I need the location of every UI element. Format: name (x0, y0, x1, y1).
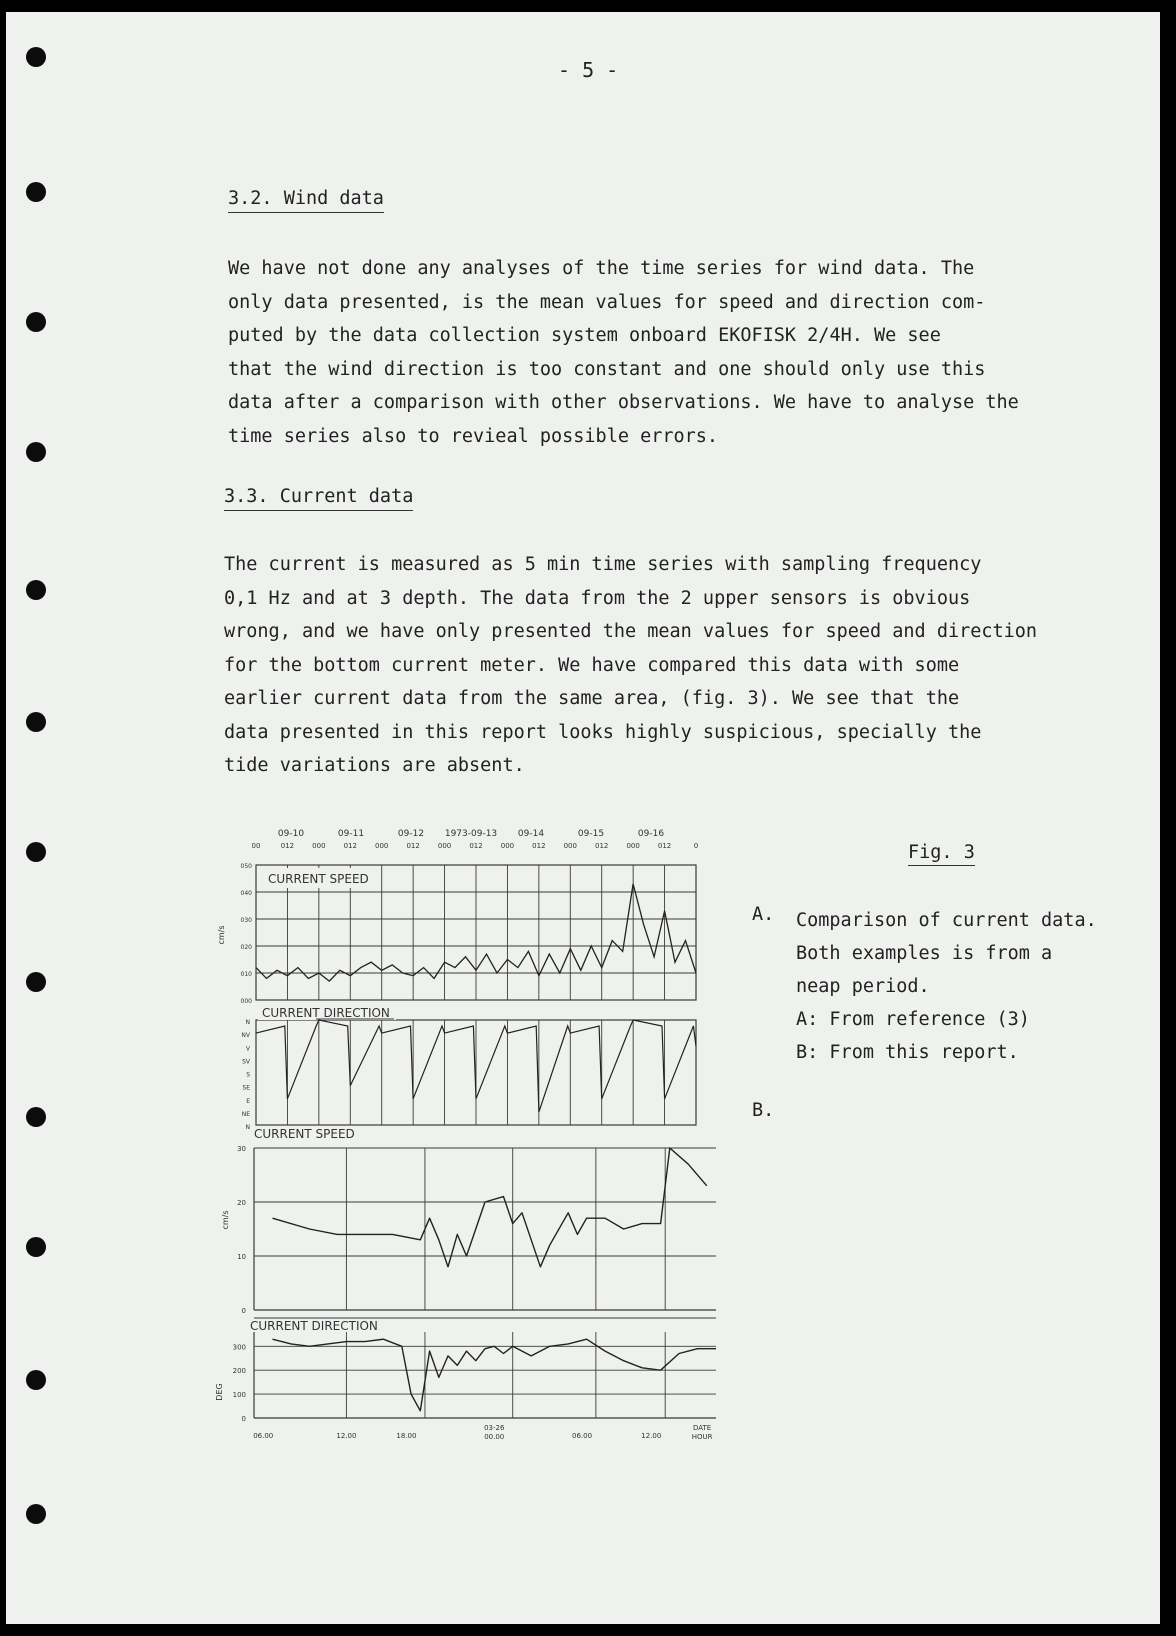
hour-tick-label: 012 (469, 842, 483, 850)
text-line: time series also to revieal possible errors. (228, 425, 719, 447)
paragraph-wind (228, 252, 1019, 453)
hour-tick-label: 000 (375, 842, 389, 850)
y-axis-label: cm/s (217, 925, 226, 945)
y-tick-label: E (246, 1097, 250, 1105)
x-tick-label: 00.00 (484, 1433, 505, 1441)
text-line: tide variations are absent. (224, 755, 525, 776)
y-tick-label: 000 (240, 998, 252, 1005)
date-tick-label: 09-15 (577, 829, 605, 839)
x-tick-label: 06.00 (571, 1432, 593, 1440)
y-tick-label: 100 (232, 1391, 246, 1400)
binder-hole (26, 442, 46, 462)
series-line-b-speed (273, 1148, 707, 1267)
caption-line: B: From this report. (796, 1042, 1019, 1063)
y-tick-label: 30 (237, 1145, 246, 1153)
hour-tick-label: 000 (500, 842, 515, 850)
page-number: - 5 - (558, 58, 619, 82)
y-tick-label: 20 (237, 1199, 246, 1207)
y-tick-label: 300 (232, 1343, 246, 1352)
binder-hole (26, 580, 46, 600)
panel-title: CURRENT SPEED (254, 1127, 355, 1141)
date-tick-label: 09-14 (517, 829, 545, 839)
y-tick-label: SE (242, 1084, 250, 1092)
x-tick-label: 12.00 (336, 1432, 357, 1440)
x-tick-label: HOUR (691, 1433, 713, 1441)
text-line: data presented in this report looks highly suspicious, specially the (224, 721, 982, 743)
text-line: for the bottom current meter. We have compared this data with some (224, 654, 960, 676)
section-heading-current: 3.3. Current data (224, 486, 413, 511)
text-line: 0,1 Hz and at 3 depth. The data from the 2 upper sensors is obvious (224, 587, 971, 609)
y-tick-label: NE (241, 1110, 250, 1118)
y-tick-label: 050 (240, 863, 252, 870)
caption-line: Both examples is from a (796, 943, 1053, 964)
y-tick-label: NV (241, 1032, 250, 1040)
binder-hole (26, 1504, 46, 1524)
date-tick-label: 09-11 (337, 829, 365, 839)
binder-hole (26, 47, 46, 67)
text-line: that the wind direction is too constant and one should only use this (228, 358, 986, 380)
panel-title: CURRENT DIRECTION (262, 1006, 390, 1020)
caption-a-letter: A. (752, 904, 775, 925)
figure-label: Fig. 3 (908, 842, 975, 866)
hour-tick-label: 000 (626, 842, 640, 850)
panel-title: CURRENT SPEED (268, 872, 369, 886)
caption-line: Comparison of current data. (796, 910, 1097, 931)
y-tick-label: 0 (241, 1415, 246, 1423)
caption-b-letter: B. (752, 1100, 775, 1121)
text-line: The current is measured as 5 min time series with sampling frequency (224, 554, 982, 575)
y-tick-label: 010 (240, 971, 252, 978)
binder-hole (26, 1107, 46, 1127)
text-line: We have not done any analyses of the time series for wind data. The (228, 258, 975, 279)
y-tick-label: 040 (240, 890, 252, 897)
hour-tick-label: 012 (595, 842, 609, 850)
x-tick-label: DATE (693, 1424, 712, 1432)
hour-tick-label: 000 (312, 842, 326, 850)
date-tick-label: 09-16 (637, 829, 665, 839)
hour-tick-label: 012 (406, 842, 420, 850)
y-tick-label: SV (242, 1058, 250, 1066)
y-tick-label: S (246, 1071, 250, 1079)
binder-hole (26, 842, 46, 862)
date-tick-label: 09-10 (277, 829, 305, 839)
y-tick-label: 030 (240, 917, 252, 924)
caption-line: neap period. (796, 976, 930, 997)
text-line: data after a comparison with other observations. We have to analyse the (228, 392, 1019, 413)
y-tick-label: 200 (232, 1367, 246, 1376)
hour-tick-label: 00 (251, 842, 261, 850)
caption-a-text (796, 904, 1097, 1069)
x-tick-label: 06.00 (253, 1432, 274, 1440)
binder-hole (26, 182, 46, 202)
date-tick-label: 1973-09-13 (444, 829, 498, 839)
panel-title: CURRENT DIRECTION (250, 1319, 378, 1333)
section-heading-wind: 3.2. Wind data (228, 188, 384, 213)
date-tick-label: 09-12 (397, 829, 425, 839)
paragraph-current (224, 548, 1037, 783)
hour-tick-label: 0 (693, 842, 699, 850)
binder-hole (26, 312, 46, 332)
binder-hole (26, 712, 46, 732)
y-axis-label: DEG (215, 1383, 224, 1401)
hour-tick-label: 012 (343, 842, 357, 850)
y-tick-label: V (245, 1045, 250, 1053)
y-axis-label: cm/s (221, 1210, 230, 1230)
y-tick-label: 10 (237, 1253, 246, 1261)
series-line-b-direction (273, 1339, 717, 1411)
binder-hole (26, 972, 46, 992)
x-tick-label: 03-26 (484, 1424, 505, 1432)
text-line: only data presented, is the mean values for speed and direction com- (228, 291, 986, 313)
caption-line: A: From reference (3) (796, 1009, 1030, 1030)
text-line: puted by the data collection system onboard EKOFISK 2/4H. We see (228, 325, 941, 346)
text-line: wrong, and we have only presented the mean values for speed and direction (224, 621, 1038, 642)
y-tick-label: 020 (240, 944, 252, 951)
y-tick-label: N (245, 1124, 250, 1131)
hour-tick-label: 012 (657, 842, 672, 850)
binder-hole (26, 1370, 46, 1390)
hour-tick-label: 012 (280, 842, 295, 850)
x-tick-label: 12.00 (641, 1432, 662, 1440)
hour-tick-label: 000 (563, 842, 577, 850)
document-page (6, 12, 1160, 1624)
figure-chart (206, 820, 726, 1460)
text-line: earlier current data from the same area, (fig. 3). We see that the (224, 688, 960, 709)
y-tick-label: N (245, 1019, 250, 1026)
hour-tick-label: 012 (532, 842, 546, 850)
x-tick-label: 18.00 (396, 1432, 417, 1440)
y-tick-label: 0 (241, 1307, 246, 1315)
binder-hole (26, 1237, 46, 1257)
hour-tick-label: 000 (437, 842, 452, 850)
